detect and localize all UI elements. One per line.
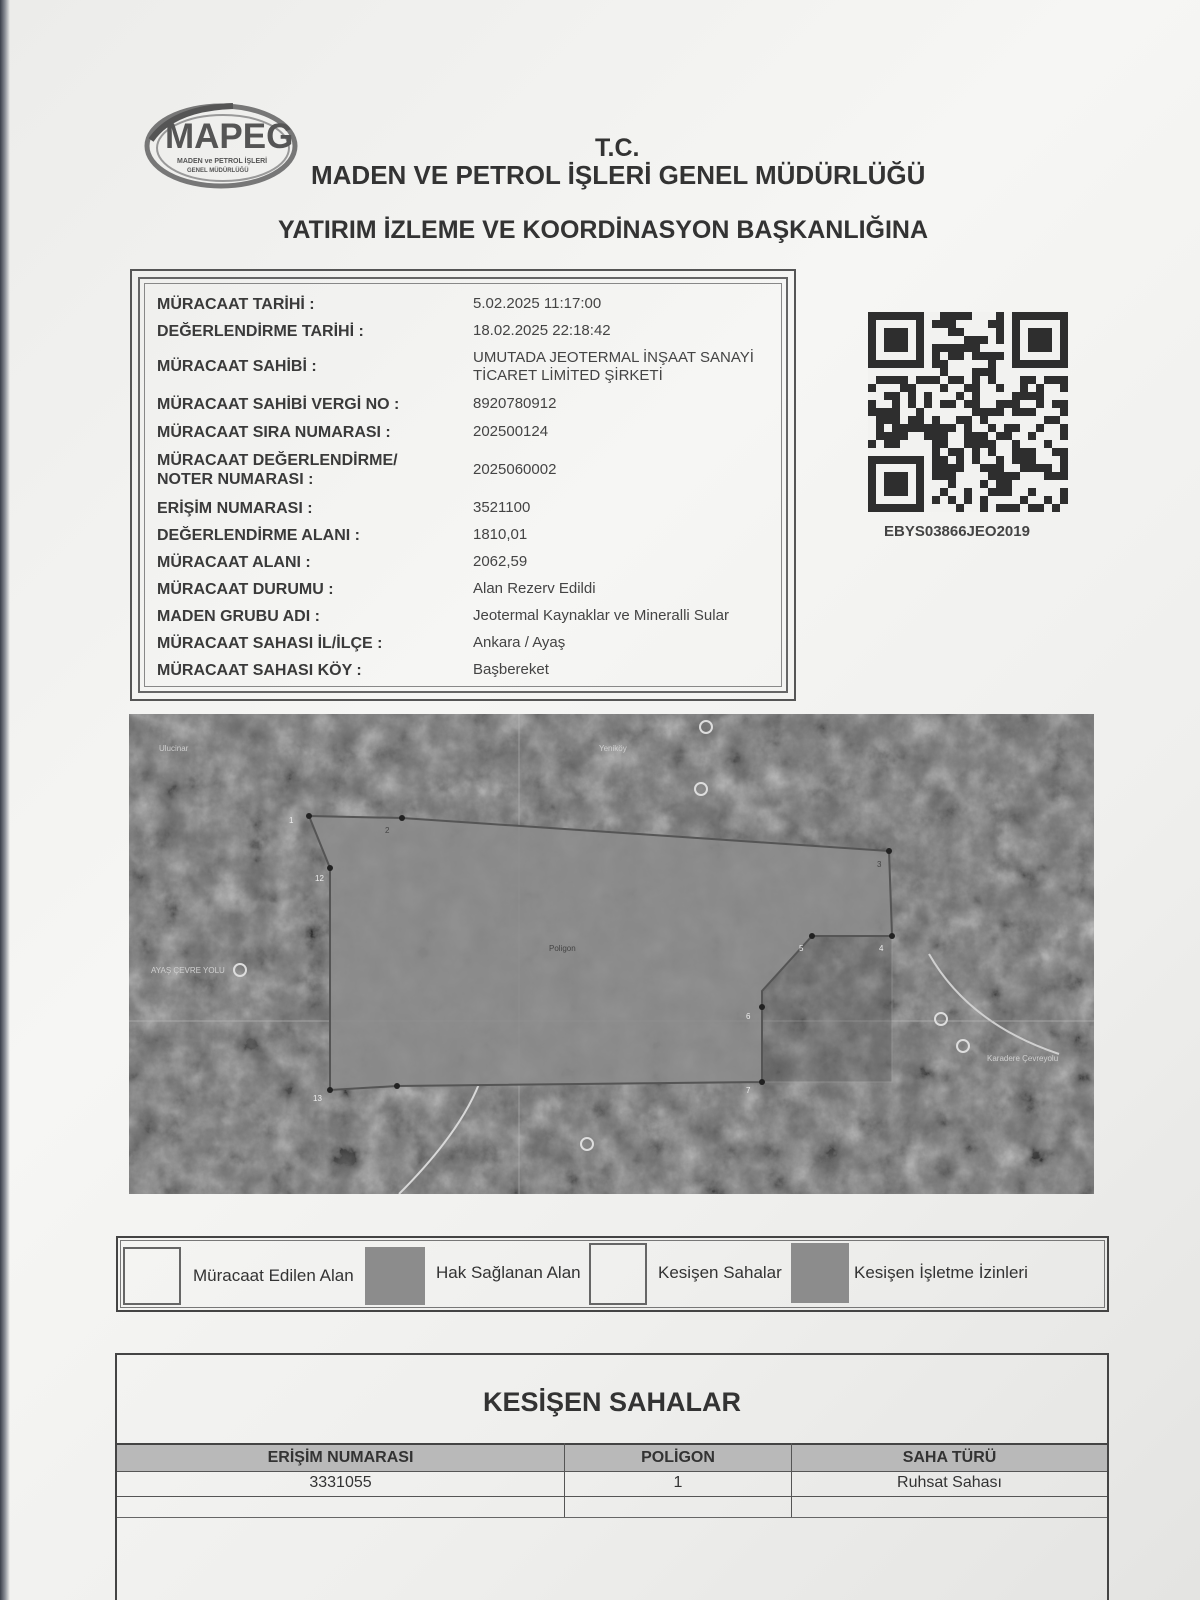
table-row-empty [117,1497,1107,1518]
info-label: DEĞERLENDİRME TARİHİ : [157,323,364,340]
header-organization: MADEN VE PETROL İŞLERİ GENEL MÜDÜRLÜĞÜ [311,160,926,190]
logo-word: MAPEG [165,117,294,156]
header-department: YATIRIM İZLEME VE KOORDİNASYON BAŞKANLIĞINA [278,216,929,244]
application-info-box [130,269,796,701]
info-label: MÜRACAAT SAHASI KÖY : [157,662,362,679]
vertex-label: 3 [877,860,882,869]
info-label: MADEN GRUBU ADI : [157,608,320,625]
info-value: Jeotermal Kaynaklar ve Mineralli Sular [473,607,729,624]
column-header: SAHA TÜRÜ [902,1449,997,1466]
table-title: KESİŞEN SAHALAR [482,1387,742,1417]
info-label: ERİŞİM NUMARASI : [157,500,313,517]
place-label: Karadere Çevreyolu [987,1054,1059,1063]
info-value: UMUTADA JEOTERMAL İNŞAAT SANAYİ TİCARET LİMİTED ŞİRKETİ [473,349,754,384]
logo-subtitle-2: GENEL MÜDÜRLÜĞÜ [187,168,249,174]
vertex-label: 1 [289,816,294,825]
info-label: MÜRACAAT SIRA NUMARASI : [157,424,391,441]
qr-code [868,312,1068,512]
column-header: POLİGON [641,1449,715,1466]
info-value: 2025060002 [473,461,557,478]
column-header: ERİŞİM NUMARASI [267,1449,414,1466]
place-label: Yeniköy [599,744,627,753]
info-label: MÜRACAAT ALANI : [157,554,311,571]
column-divider [791,1443,792,1517]
site-map [129,714,1094,1194]
legend-label: Hak Sağlanan Alan [436,1263,581,1282]
info-value: 202500124 [473,423,549,440]
info-value: 5.02.2025 11:17:00 [473,295,602,312]
info-label: MÜRACAAT TARİHİ : [157,296,315,313]
table-cell: 3331055 [309,1474,372,1491]
map-image [129,714,1094,1194]
intersecting-areas-table [115,1353,1109,1600]
info-label: MÜRACAAT SAHİBİ : [157,358,317,375]
info-value: Ankara / Ayaş [473,634,566,651]
info-label: MÜRACAAT SAHASI İL/İLÇE : [157,635,383,652]
info-value: 18.02.2025 22:18:42 [473,322,611,339]
vertex-label: 2 [385,826,390,835]
info-value: 2062,59 [473,553,528,570]
page-edge [0,0,10,1600]
table-row [117,1470,1107,1497]
info-value: 3521100 [473,499,531,516]
map-legend [116,1236,1109,1312]
vertex-label: 12 [315,874,324,883]
legend-swatch-operation-permits [791,1243,849,1303]
info-value: Başbereket [473,661,549,678]
legend-label: Kesişen İşletme İzinleri [854,1263,1028,1282]
header-tc: T.C. [595,134,640,162]
mapeg-logo [143,100,299,192]
info-value: Alan Rezerv Edildi [473,580,596,597]
info-value: 8920780912 [473,395,557,412]
legend-swatch-intersecting [589,1243,647,1305]
info-label: MÜRACAAT DURUMU : [157,581,334,598]
vertex-label: 13 [313,1094,322,1103]
info-label: MÜRACAAT DEĞERLENDİRME/ NOTER NUMARASI : [157,452,398,488]
legend-swatch-granted [365,1247,425,1305]
vertex-label: 4 [879,944,884,953]
table-cell: Ruhsat Sahası [897,1474,1002,1491]
legend-label: Müracaat Edilen Alan [193,1266,354,1285]
column-divider [564,1443,565,1517]
place-label: Ulucinar [159,744,189,753]
info-value: 1810,01 [473,526,528,543]
legend-swatch-applied [123,1247,181,1305]
place-label: AYAŞ ÇEVRE YOLU [151,966,225,975]
info-label: MÜRACAAT SAHİBİ VERGİ NO : [157,396,400,413]
table-cell: 1 [673,1474,683,1491]
vertex-label: 7 [746,1086,751,1095]
polygon-label: Poligon [549,944,576,953]
info-label: DEĞERLENDİRME ALANI : [157,527,360,544]
vertex-label: 6 [746,1012,751,1021]
qr-code-label: EBYS03866JEO2019 [884,523,1030,540]
vertex-label: 5 [799,944,804,953]
table-header [117,1443,1107,1472]
legend-label: Kesişen Sahalar [658,1263,782,1282]
logo-subtitle-1: MADEN ve PETROL İŞLERİ [177,158,268,165]
